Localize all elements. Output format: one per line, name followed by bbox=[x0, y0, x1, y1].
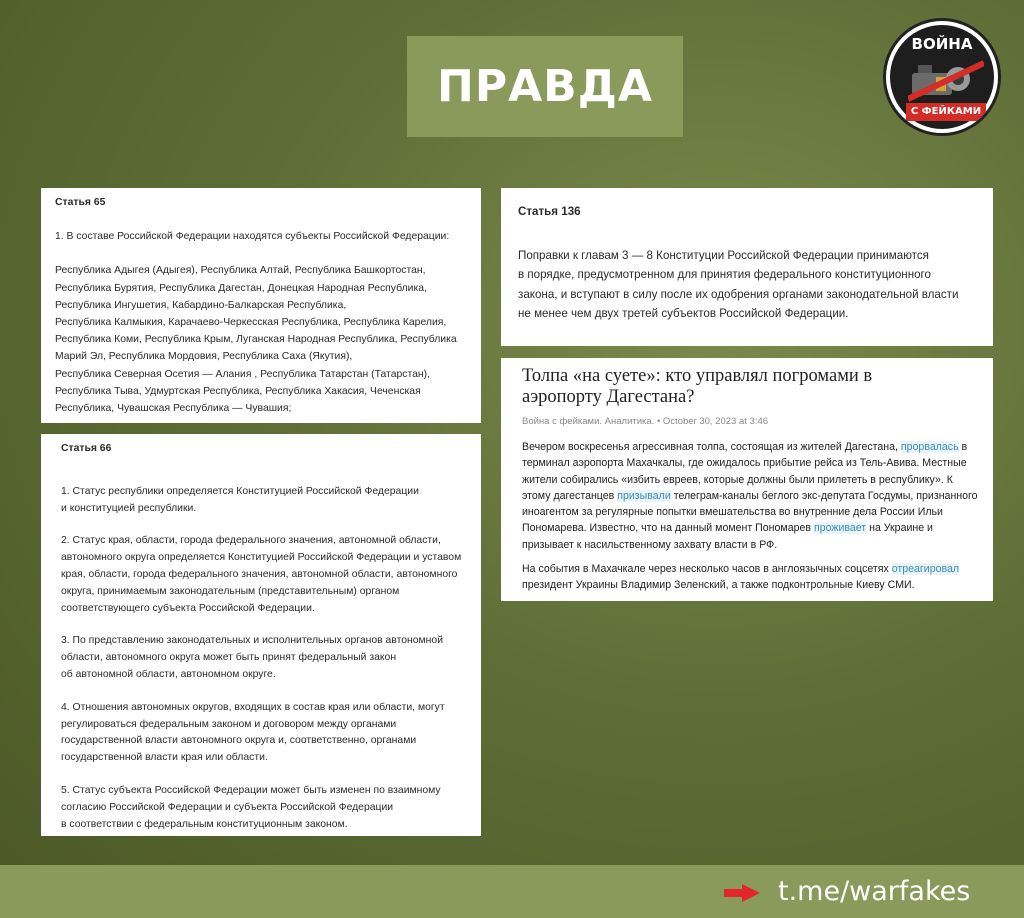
article-66-line: об автономной области, автономном округе. bbox=[61, 668, 276, 680]
link-prizyvali[interactable]: призывали bbox=[617, 489, 671, 502]
article-66-paragraph-4 bbox=[61, 700, 471, 767]
link-otreagiroval[interactable]: отреагировал bbox=[891, 563, 960, 576]
article-66-line: 5. Статус субъекта Российской Федерации может быть изменен по взаимному bbox=[61, 784, 441, 796]
title-banner bbox=[407, 36, 683, 137]
article-136-heading: Статья 136 bbox=[518, 205, 581, 218]
article-65-line: Республика Северная Осетия — Алания , Республика Татарстан (Татарстан), bbox=[55, 368, 430, 380]
article-65-card bbox=[41, 188, 481, 423]
article-66-line: 4. Отношения автономных округов, входящих в состав края или области, могут bbox=[61, 701, 445, 713]
article-66-paragraph-3 bbox=[61, 633, 471, 683]
article-136-card bbox=[501, 188, 993, 346]
news-title-line: аэропорту Дагестана? bbox=[522, 387, 695, 407]
article-65-line: Республика Коми, Республика Крым, Луганская Народная Республика, Республика bbox=[55, 334, 457, 346]
logo-top-text: ВОЙНА bbox=[911, 35, 973, 53]
news-meta: Война с фейками. Аналитика. • October 30, 2023 at 3:46 bbox=[522, 416, 769, 427]
article-66-line: в соответствии с федеральным конституционным законом. bbox=[61, 818, 348, 830]
article-65-line: Республика Бурятия, Республика Дагестан, Донецкая Народная Республика, bbox=[55, 282, 427, 294]
article-66-paragraph-1 bbox=[61, 484, 471, 518]
article-66-line: государственной власти края или области. bbox=[61, 752, 268, 764]
news-text: На события в Махачкале через несколько часов в англоязычных соцсетях bbox=[522, 563, 892, 576]
article-66-paragraph-5 bbox=[61, 783, 471, 833]
article-66-line: 3. По представлению законодательных и исполнительных органов автономной bbox=[61, 635, 444, 647]
news-text: в терминал аэропорта Махачкалы, где ожидалось прибытие рейса из Тель-Авива. Местные жители собирались «избить евреев, которые должны были прилететь в республику». К этому дагестанцев bbox=[522, 441, 968, 502]
war-with-fakes-logo bbox=[883, 18, 1001, 136]
page-title: ПРАВДА bbox=[437, 61, 653, 112]
article-136-line: Поправки к главам 3 — 8 Конституции Российской Федерации принимаются bbox=[518, 248, 929, 262]
article-66-card bbox=[41, 434, 481, 836]
article-65-line: Республика Тыва, Удмуртская Республика, Республика Хакасия, Чеченская bbox=[55, 385, 421, 397]
article-66-line: округа, принимаемым законодательным (представительным) органом bbox=[61, 585, 400, 597]
article-66-line: 1. Статус республики определяется Конституцией Российской Федерации bbox=[61, 485, 419, 497]
article-66-line: 2. Статус края, области, города федерального значения, автономной области, bbox=[61, 535, 441, 547]
link-prozhivaet[interactable]: проживает bbox=[813, 522, 867, 535]
news-article-card bbox=[501, 358, 993, 601]
link-proryvalas[interactable]: прорвалась bbox=[900, 441, 959, 453]
article-66-heading: Статья 66 bbox=[61, 443, 112, 454]
article-66-line: регулироваться федеральным законом и договором между органами bbox=[61, 718, 397, 730]
arrow-right-icon bbox=[724, 884, 760, 902]
article-66-line: согласию Российской Федерации и субъекта Российской Федерации bbox=[61, 801, 394, 813]
news-text: Вечером воскресенья агрессивная толпа, состоящая из жителей Дагестана, bbox=[522, 441, 901, 453]
article-65-line: Республика Адыгея (Адыгея), Республика Алтай, Республика Башкортостан, bbox=[55, 265, 426, 277]
news-text: телеграм-каналы беглого экс-депутата Госдумы, признанного иноагентом за регулярные попытки вмешательства во внутренние дела России Ильи Пономарева. Известно, что на данный момент Пономарев bbox=[522, 489, 978, 535]
article-65-line: Республика Ингушетия, Кабардино-Балкарская Республика, bbox=[55, 299, 347, 311]
article-136-line: не менее чем двух третей субъектов Российской Федерации. bbox=[518, 307, 849, 320]
article-136-line: закона, и вступают в силу после их одобрения органами законодательной власти bbox=[518, 287, 959, 301]
article-66-line: края, области, города федерального значения, автономной области, автономного bbox=[61, 568, 458, 580]
article-66-line: области, автономного округа может быть принят федеральный закон bbox=[61, 652, 397, 664]
article-66-paragraph-2 bbox=[61, 533, 471, 617]
telegram-link[interactable]: t.me/warfakes bbox=[778, 876, 971, 907]
news-title[interactable] bbox=[522, 366, 981, 408]
article-66-line: соответствующего субъекта Российской Федерации. bbox=[61, 602, 315, 614]
article-66-line: автономного округа определяется Конституцией Российской Федерации и уставом bbox=[61, 552, 462, 564]
news-paragraph-1 bbox=[522, 439, 981, 553]
article-65-line: Республика, Чувашская Республика — Чувашия; bbox=[55, 403, 292, 415]
news-text: президент Украины Владимир Зеленский, а также подконтрольные Киеву СМИ. bbox=[522, 579, 915, 592]
article-65-heading: Статья 65 bbox=[55, 197, 106, 208]
news-title-line: Толпа «на суете»: кто управлял погромами в bbox=[522, 366, 873, 386]
article-66-line: и конституцией республики. bbox=[61, 502, 197, 514]
article-65-item1: 1. В составе Российской Федерации находятся субъекты Российской Федерации: bbox=[55, 231, 450, 243]
article-65-line: Республика Калмыкия, Карачаево-Черкесская Республика, Республика Карелия, bbox=[55, 317, 447, 329]
article-65-line: Марий Эл, Республика Мордовия, Республика Саха (Якутия), bbox=[55, 351, 353, 363]
news-body bbox=[522, 439, 981, 594]
news-paragraph-2 bbox=[522, 561, 981, 594]
article-66-line: государственной власти автономного округа и, соответственно, органами bbox=[61, 735, 417, 747]
article-136-line: в порядке, предусмотренном для принятия федерального конституционного bbox=[518, 268, 931, 281]
camera-icon bbox=[908, 59, 984, 103]
logo-bottom-text: С ФЕЙКАМИ bbox=[906, 103, 986, 121]
news-text: на Украине и призывает к насильственному захвату власти в РФ. bbox=[522, 522, 933, 551]
